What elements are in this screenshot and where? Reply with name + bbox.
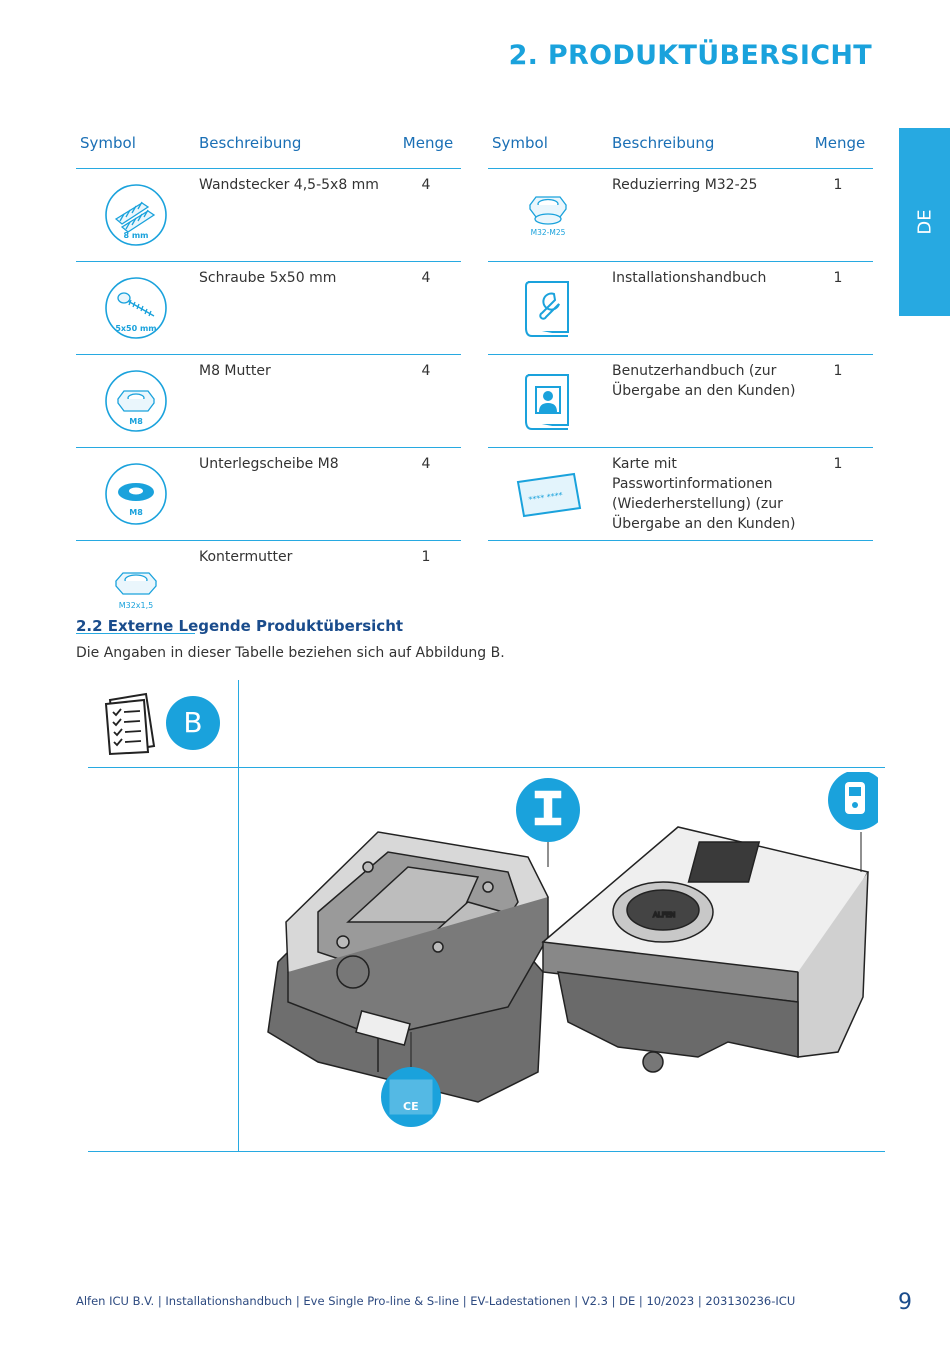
table-row bbox=[488, 169, 873, 262]
item-description: Schraube 5x50 mm bbox=[195, 262, 391, 355]
type-label-icon bbox=[390, 1080, 432, 1114]
item-description: Kontermutter bbox=[199, 549, 293, 565]
item-quantity: 1 bbox=[803, 355, 873, 448]
item-quantity: 4 bbox=[391, 169, 461, 262]
item-description: Benutzerhandbuch (zur Übergabe an den Kunden) bbox=[608, 355, 803, 448]
item-quantity: 4 bbox=[391, 355, 461, 448]
display-icon bbox=[845, 782, 865, 814]
section-heading: 2.2 Externe Legende Produktübersicht bbox=[76, 617, 404, 635]
installation-manual-icon bbox=[516, 274, 580, 342]
figure-label-badge: B bbox=[166, 696, 220, 750]
screw-icon bbox=[104, 276, 168, 340]
divider bbox=[238, 680, 239, 1152]
figure-b bbox=[88, 680, 885, 1152]
table-row bbox=[76, 262, 461, 355]
brand-label: ALFEN bbox=[653, 911, 676, 919]
item-quantity: 1 bbox=[803, 448, 873, 541]
item-description: Unterlegscheibe M8 bbox=[195, 448, 391, 541]
page-title: 2. PRODUKTÜBERSICHT bbox=[508, 40, 872, 71]
ce-mark-label: CE bbox=[403, 1100, 419, 1113]
item-description: Karte mit Passwortinformationen (Wiederherstellung) (zur Übergabe an den Kunden) bbox=[608, 448, 803, 541]
charger-illustration bbox=[258, 772, 878, 1142]
table-row bbox=[488, 448, 873, 541]
user-manual-icon bbox=[516, 367, 580, 435]
checklist-document-icon bbox=[102, 690, 160, 756]
hex-nut-icon bbox=[104, 369, 168, 433]
item-quantity: 4 bbox=[391, 448, 461, 541]
lock-nut-icon bbox=[104, 555, 168, 619]
item-description: Reduzierring M32-25 bbox=[608, 169, 803, 262]
footer-text: Alfen ICU B.V. | Installationshandbuch | Eve Single Pro-line & S-line | EV-Ladestationen | V2.3 | DE | 10/2023 | 203130236-ICU bbox=[76, 1294, 796, 1308]
divider bbox=[88, 1151, 885, 1152]
lock-nut-icon-label: M32x1,5 bbox=[118, 600, 153, 610]
table-row bbox=[488, 262, 873, 355]
parts-table-right bbox=[488, 134, 873, 541]
divider bbox=[88, 767, 885, 768]
column-header-quantity: Menge bbox=[803, 134, 873, 169]
item-quantity: 1 bbox=[803, 262, 873, 355]
column-header-description: Beschreibung bbox=[195, 134, 391, 169]
section-intro: Die Angaben in dieser Tabelle beziehen sich auf Abbildung B. bbox=[76, 645, 505, 661]
table-row bbox=[76, 355, 461, 448]
item-description: Wandstecker 4,5-5x8 mm bbox=[195, 169, 391, 262]
column-header-description: Beschreibung bbox=[608, 134, 803, 169]
table-row bbox=[76, 448, 461, 541]
table-row bbox=[76, 169, 461, 262]
column-header-symbol: Symbol bbox=[76, 134, 195, 169]
page-number: 9 bbox=[898, 1290, 912, 1315]
wall-plug-icon-label: 8 mm bbox=[122, 231, 149, 240]
language-tab-label: DE bbox=[914, 209, 935, 235]
charger-front-view bbox=[543, 827, 868, 1072]
column-header-symbol: Symbol bbox=[488, 134, 608, 169]
reducer-ring-icon-label: M32-M25 bbox=[530, 228, 566, 237]
washer-icon-label: M8 bbox=[128, 508, 143, 517]
column-header-quantity: Menge bbox=[391, 134, 461, 169]
password-card-icon-label: **** **** bbox=[527, 490, 564, 505]
charger-back-view bbox=[268, 832, 548, 1102]
table-row bbox=[488, 355, 873, 448]
wall-plug-icon bbox=[104, 183, 168, 247]
washer-icon bbox=[104, 462, 168, 526]
item-quantity: 1 bbox=[421, 549, 431, 565]
hex-nut-icon-label: M8 bbox=[128, 417, 143, 426]
item-quantity: 1 bbox=[803, 169, 873, 262]
reducer-ring-icon bbox=[516, 183, 580, 247]
language-tab[interactable] bbox=[899, 128, 950, 316]
parts-table-left bbox=[76, 134, 461, 634]
item-quantity: 4 bbox=[391, 262, 461, 355]
password-card-icon bbox=[512, 462, 584, 526]
table-header-row bbox=[76, 134, 461, 169]
table-header-row bbox=[488, 134, 873, 169]
item-description: M8 Mutter bbox=[195, 355, 391, 448]
item-description: Installationshandbuch bbox=[608, 262, 803, 355]
screw-icon-label: 5x50 mm bbox=[114, 324, 157, 333]
